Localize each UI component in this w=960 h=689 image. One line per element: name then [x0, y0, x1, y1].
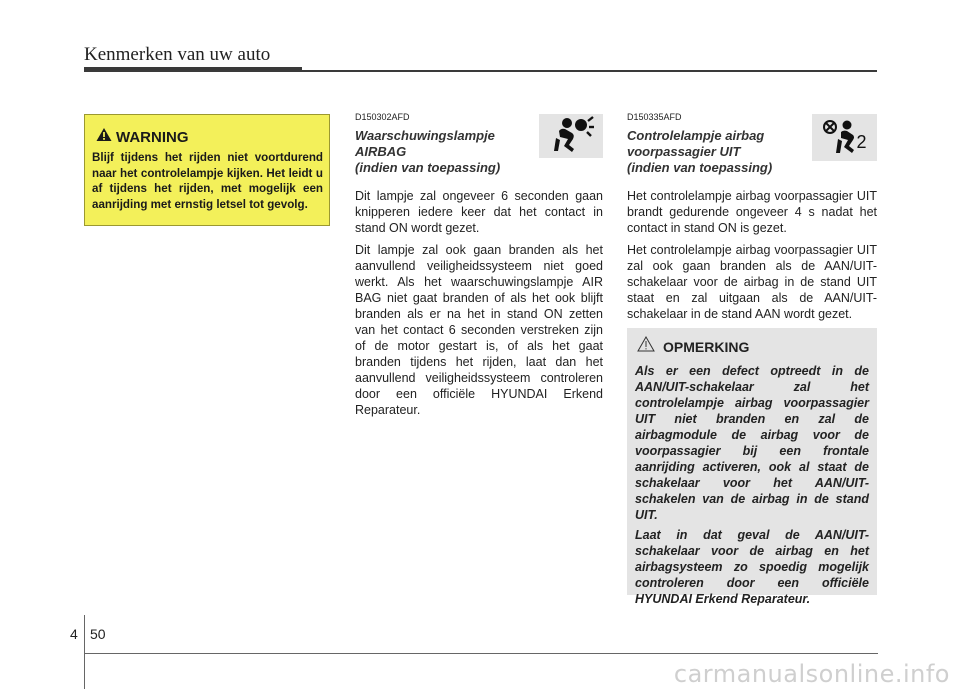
page-header-title: Kenmerken van uw auto	[84, 44, 271, 65]
page-number: 50	[90, 626, 106, 642]
warning-title: WARNING	[116, 128, 189, 146]
section-code: D150335AFD	[627, 112, 682, 122]
chapter-number: 4	[70, 626, 78, 642]
footer-divider	[84, 615, 85, 689]
airbag-warning-icon	[546, 115, 596, 158]
section-subtitle-line-3: (indien van toepassing)	[627, 160, 773, 175]
paragraph: Dit lampje zal ongeveer 6 seconden gaan knipperen iedere keer dat het contact in stand ON wordt gezet.	[355, 189, 603, 235]
header-rule	[302, 70, 877, 72]
warning-box	[84, 114, 330, 226]
note-paragraph: Als er een defect optreedt in de AAN/UIT-schakelaar zal het controlelampje airbag voorpassagier UIT niet branden en zal de airbagmodule de airbag voor de voorpassagier bij een frontale aanrijding activeren, ook al staat de schakelaar voor het AAN/UIT-schakelen van de airbag in de stand UIT.	[635, 364, 869, 522]
paragraph: Het controlelampje airbag voorpassagier UIT brandt gedurende ongeveer 4 s nadat het contact in stand ON is gezet.	[627, 189, 877, 235]
footer-rule	[84, 653, 878, 654]
warning-text: Blijf tijdens het rijden niet voortdurend naar het controlelampje kijken. Het leidt u af tijdens het rijden, met mogelijk een aanrijding met ernstig letsel tot gevolg.	[92, 151, 323, 211]
paragraph: Dit lampje zal ook gaan branden als het aanvullend veiligheidssysteem niet goed werkt. Als het waarschuwingslampje AIR BAG niet gaat branden of als het ook blijft branden als er na het in stand ON zetten van het contact 6 seconden verstreken zijn of de motor gestart is, of als het gaat branden tijdens het rijden, laat dan het aanvullend veiligheidssysteem controleren door een officiële HYUNDAI Erkend Reparateur.	[355, 243, 603, 417]
passenger-airbag-off-label: 2	[856, 131, 867, 152]
paragraph: Het controlelampje airbag voorpassagier UIT zal ook gaan branden als de AAN/UIT-schakelaar voor de airbag in de stand UIT staat en zal uitgaan als de AAN/UIT-schakelaar in de stand AAN wordt gezet.	[627, 243, 877, 321]
section-subtitle-line-2: AIRBAG	[355, 144, 407, 159]
passenger-airbag-off-icon-box	[812, 114, 877, 161]
warning-triangle-icon	[96, 127, 112, 147]
airbag-warning-icon-box	[539, 114, 603, 158]
section-code: D150302AFD	[355, 112, 410, 122]
caution-triangle-icon	[637, 336, 655, 357]
section-subtitle-line-1: Controlelampje airbag	[627, 128, 765, 143]
section-subtitle-line-2: voorpassagier UIT	[627, 144, 741, 159]
section-subtitle-line-3: (indien van toepassing)	[355, 160, 501, 175]
airbag-warning-section	[355, 112, 603, 424]
note-box	[627, 328, 877, 606]
section-subtitle-line-1: Waarschuwingslampje	[355, 128, 495, 143]
watermark: carmanualsonline.info	[673, 660, 950, 688]
passenger-airbag-off-icon	[819, 118, 871, 158]
note-title: OPMERKING	[663, 338, 750, 355]
header-bar	[84, 67, 302, 72]
note-paragraph: Laat in dat geval de AAN/UIT-schakelaar voor de airbag en het airbagsysteem zo spoedig mogelijk controleren door een officiële HYUNDAI Erkend Reparateur.	[635, 528, 869, 606]
